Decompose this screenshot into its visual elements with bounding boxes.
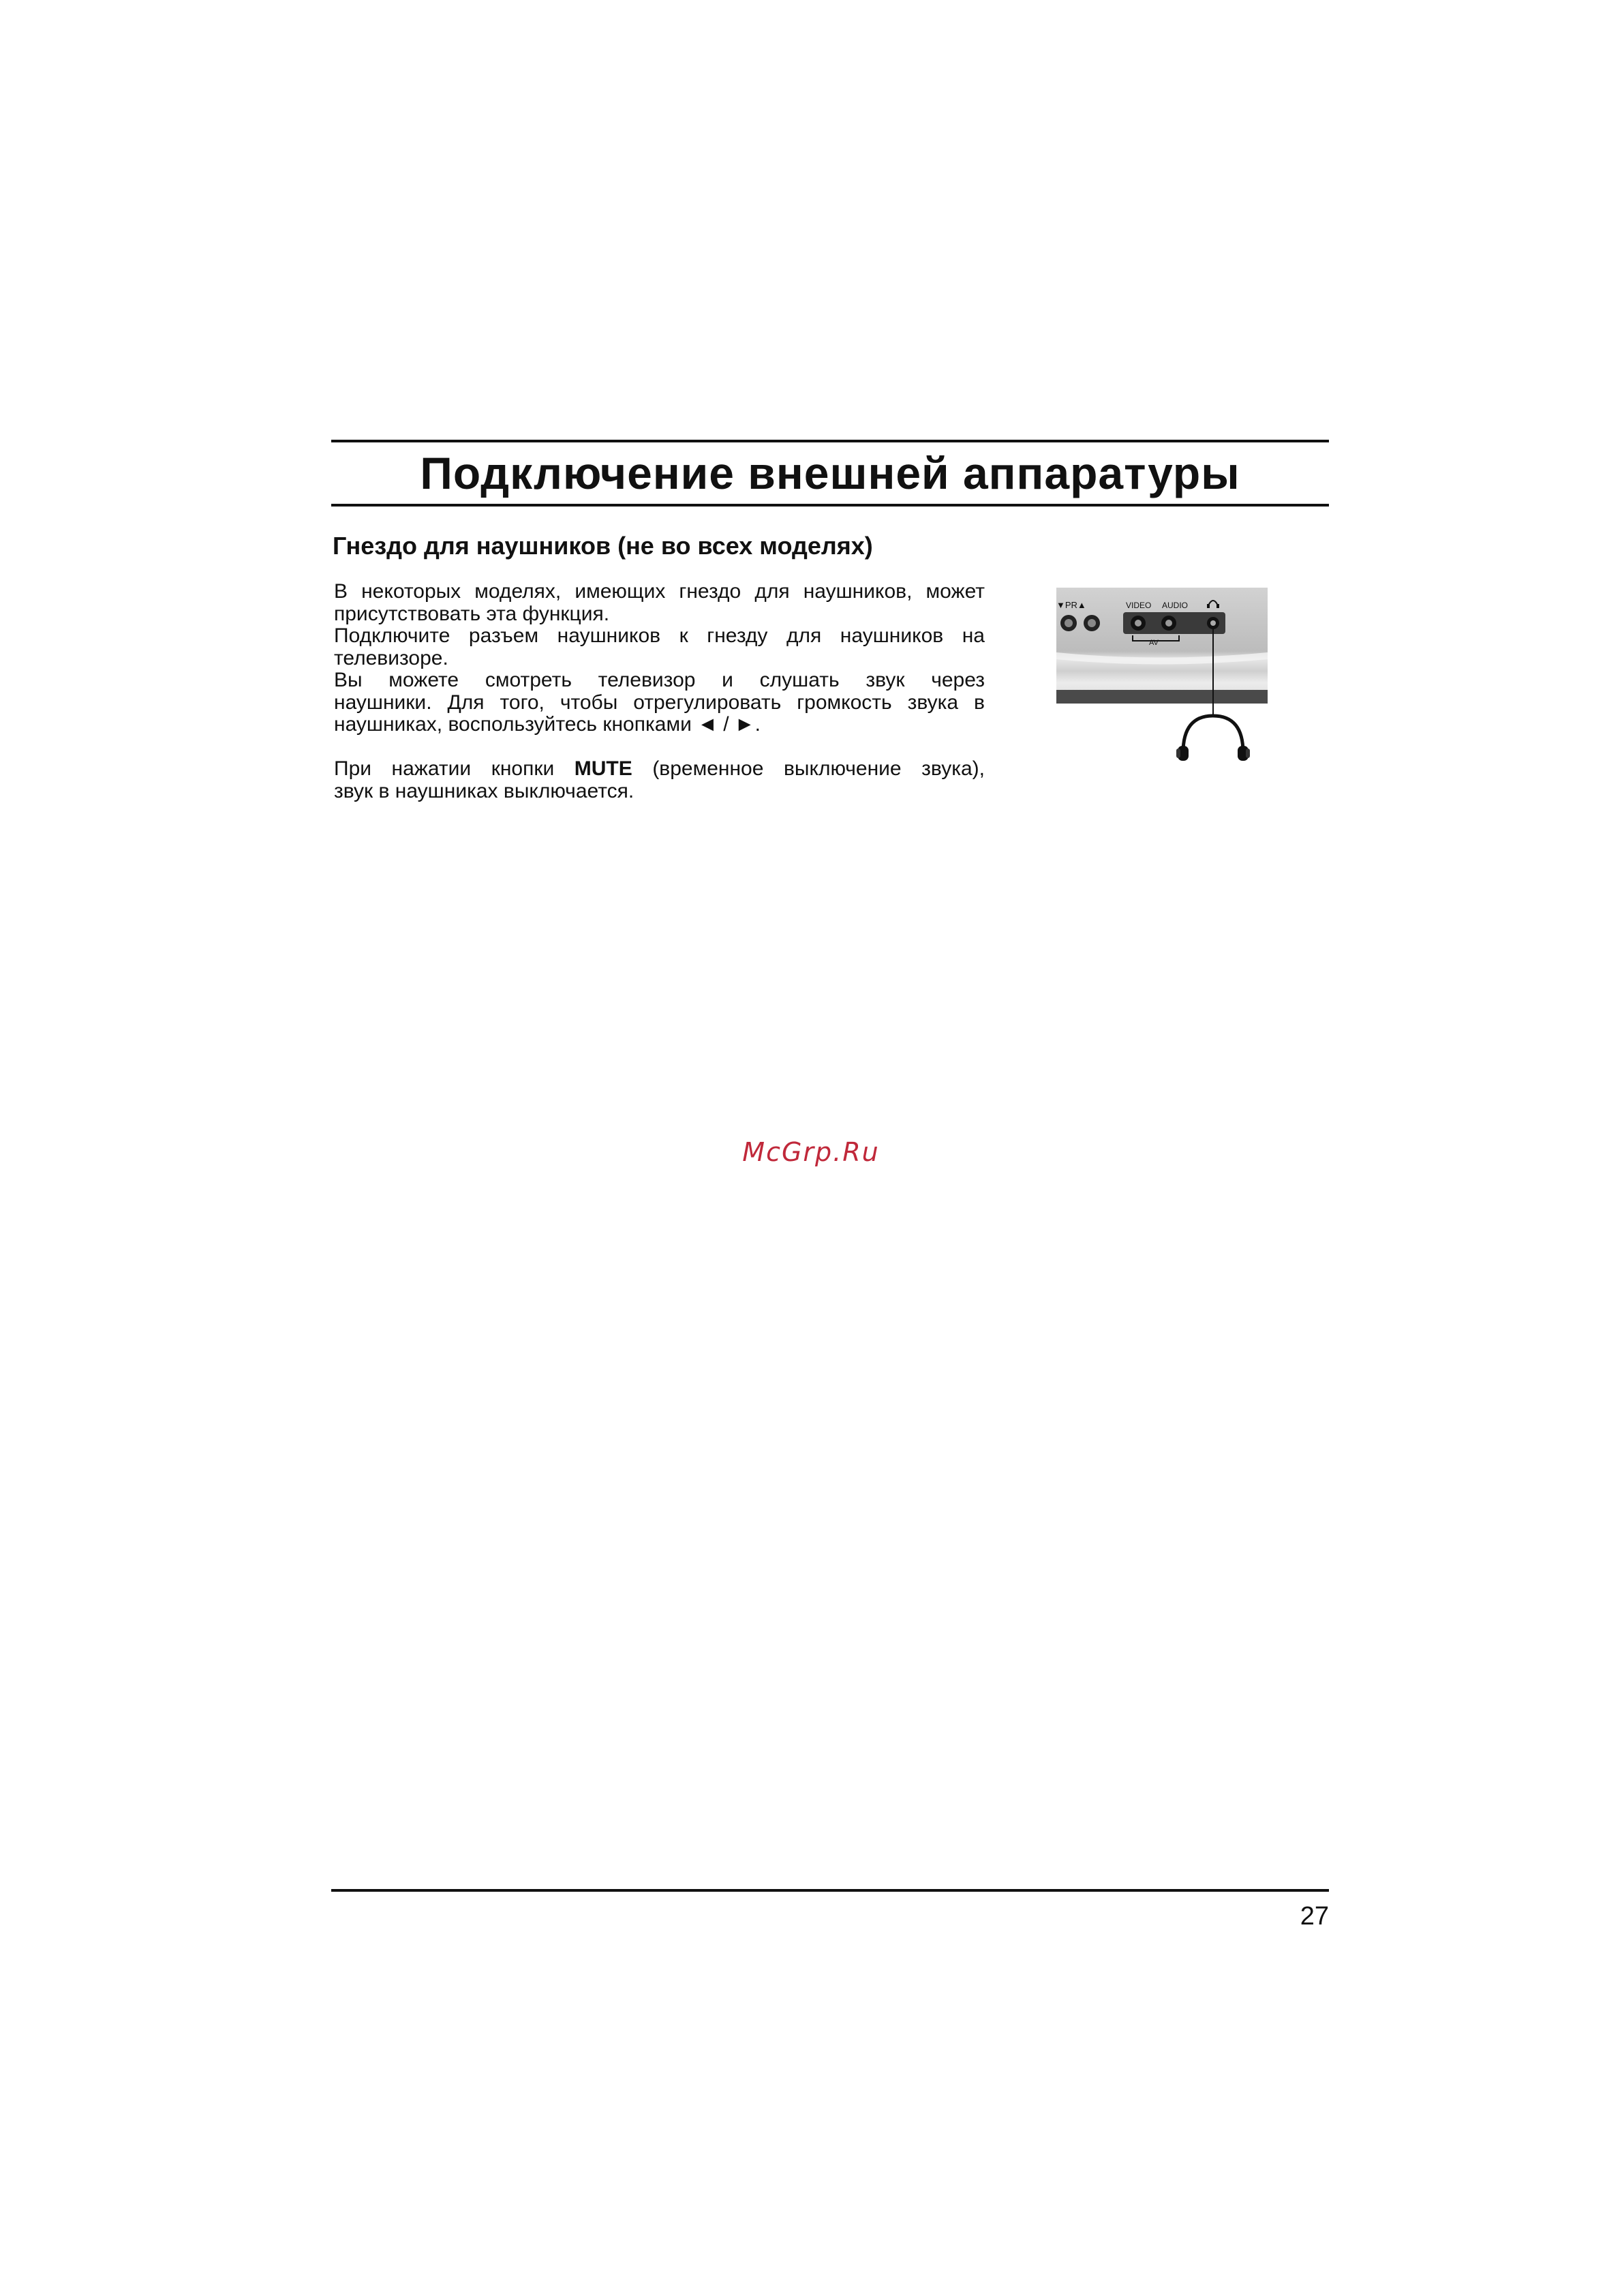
mute-text-end: (временное выключение звука),: [632, 757, 985, 780]
title-rule-top: [331, 440, 1329, 442]
text-line: телевизоре.: [334, 646, 448, 669]
paragraph-headphone-info: [334, 581, 985, 736]
section-heading: Гнездо для наушников (не во всех моделях): [333, 532, 873, 560]
footer-rule: [331, 1889, 1329, 1892]
watermark: McGrp.Ru: [742, 1137, 880, 1167]
video-label: VIDEO: [1126, 601, 1152, 610]
page-number: 27: [1300, 1902, 1329, 1931]
text-line: наушниках, воспользуйтесь кнопками ◄ / ►.: [334, 713, 761, 736]
av-label: AV: [1149, 639, 1159, 647]
text-line: присутствовать эта функция.: [334, 602, 610, 625]
audio-label: AUDIO: [1162, 601, 1189, 610]
headphones-icon: [1176, 716, 1250, 761]
mute-text-start: При нажатии кнопки: [334, 757, 575, 780]
text-line: В некоторых моделях, имеющих гнездо для наушников, может: [334, 580, 985, 603]
text-line: наушники. Для того, чтобы отрегулировать громкость звука в: [334, 691, 985, 714]
title-rule-bottom: [331, 504, 1329, 507]
mute-button-name: MUTE: [574, 757, 632, 780]
pr-label: ▼PR▲: [1056, 600, 1086, 610]
tv-panel-headphone-illustration: [1056, 588, 1281, 772]
text-line: звук в наушниках выключается.: [334, 779, 634, 802]
panel-edge: [1056, 690, 1268, 704]
text-line: Подключите разъем наушников к гнезду для наушников на: [334, 624, 985, 647]
text-line: [334, 758, 985, 781]
page-title: Подключение внешней аппаратуры: [420, 448, 1240, 498]
paragraph-mute-info: [334, 758, 985, 802]
text-line: Вы можете смотреть телевизор и слушать звук через: [334, 669, 985, 691]
